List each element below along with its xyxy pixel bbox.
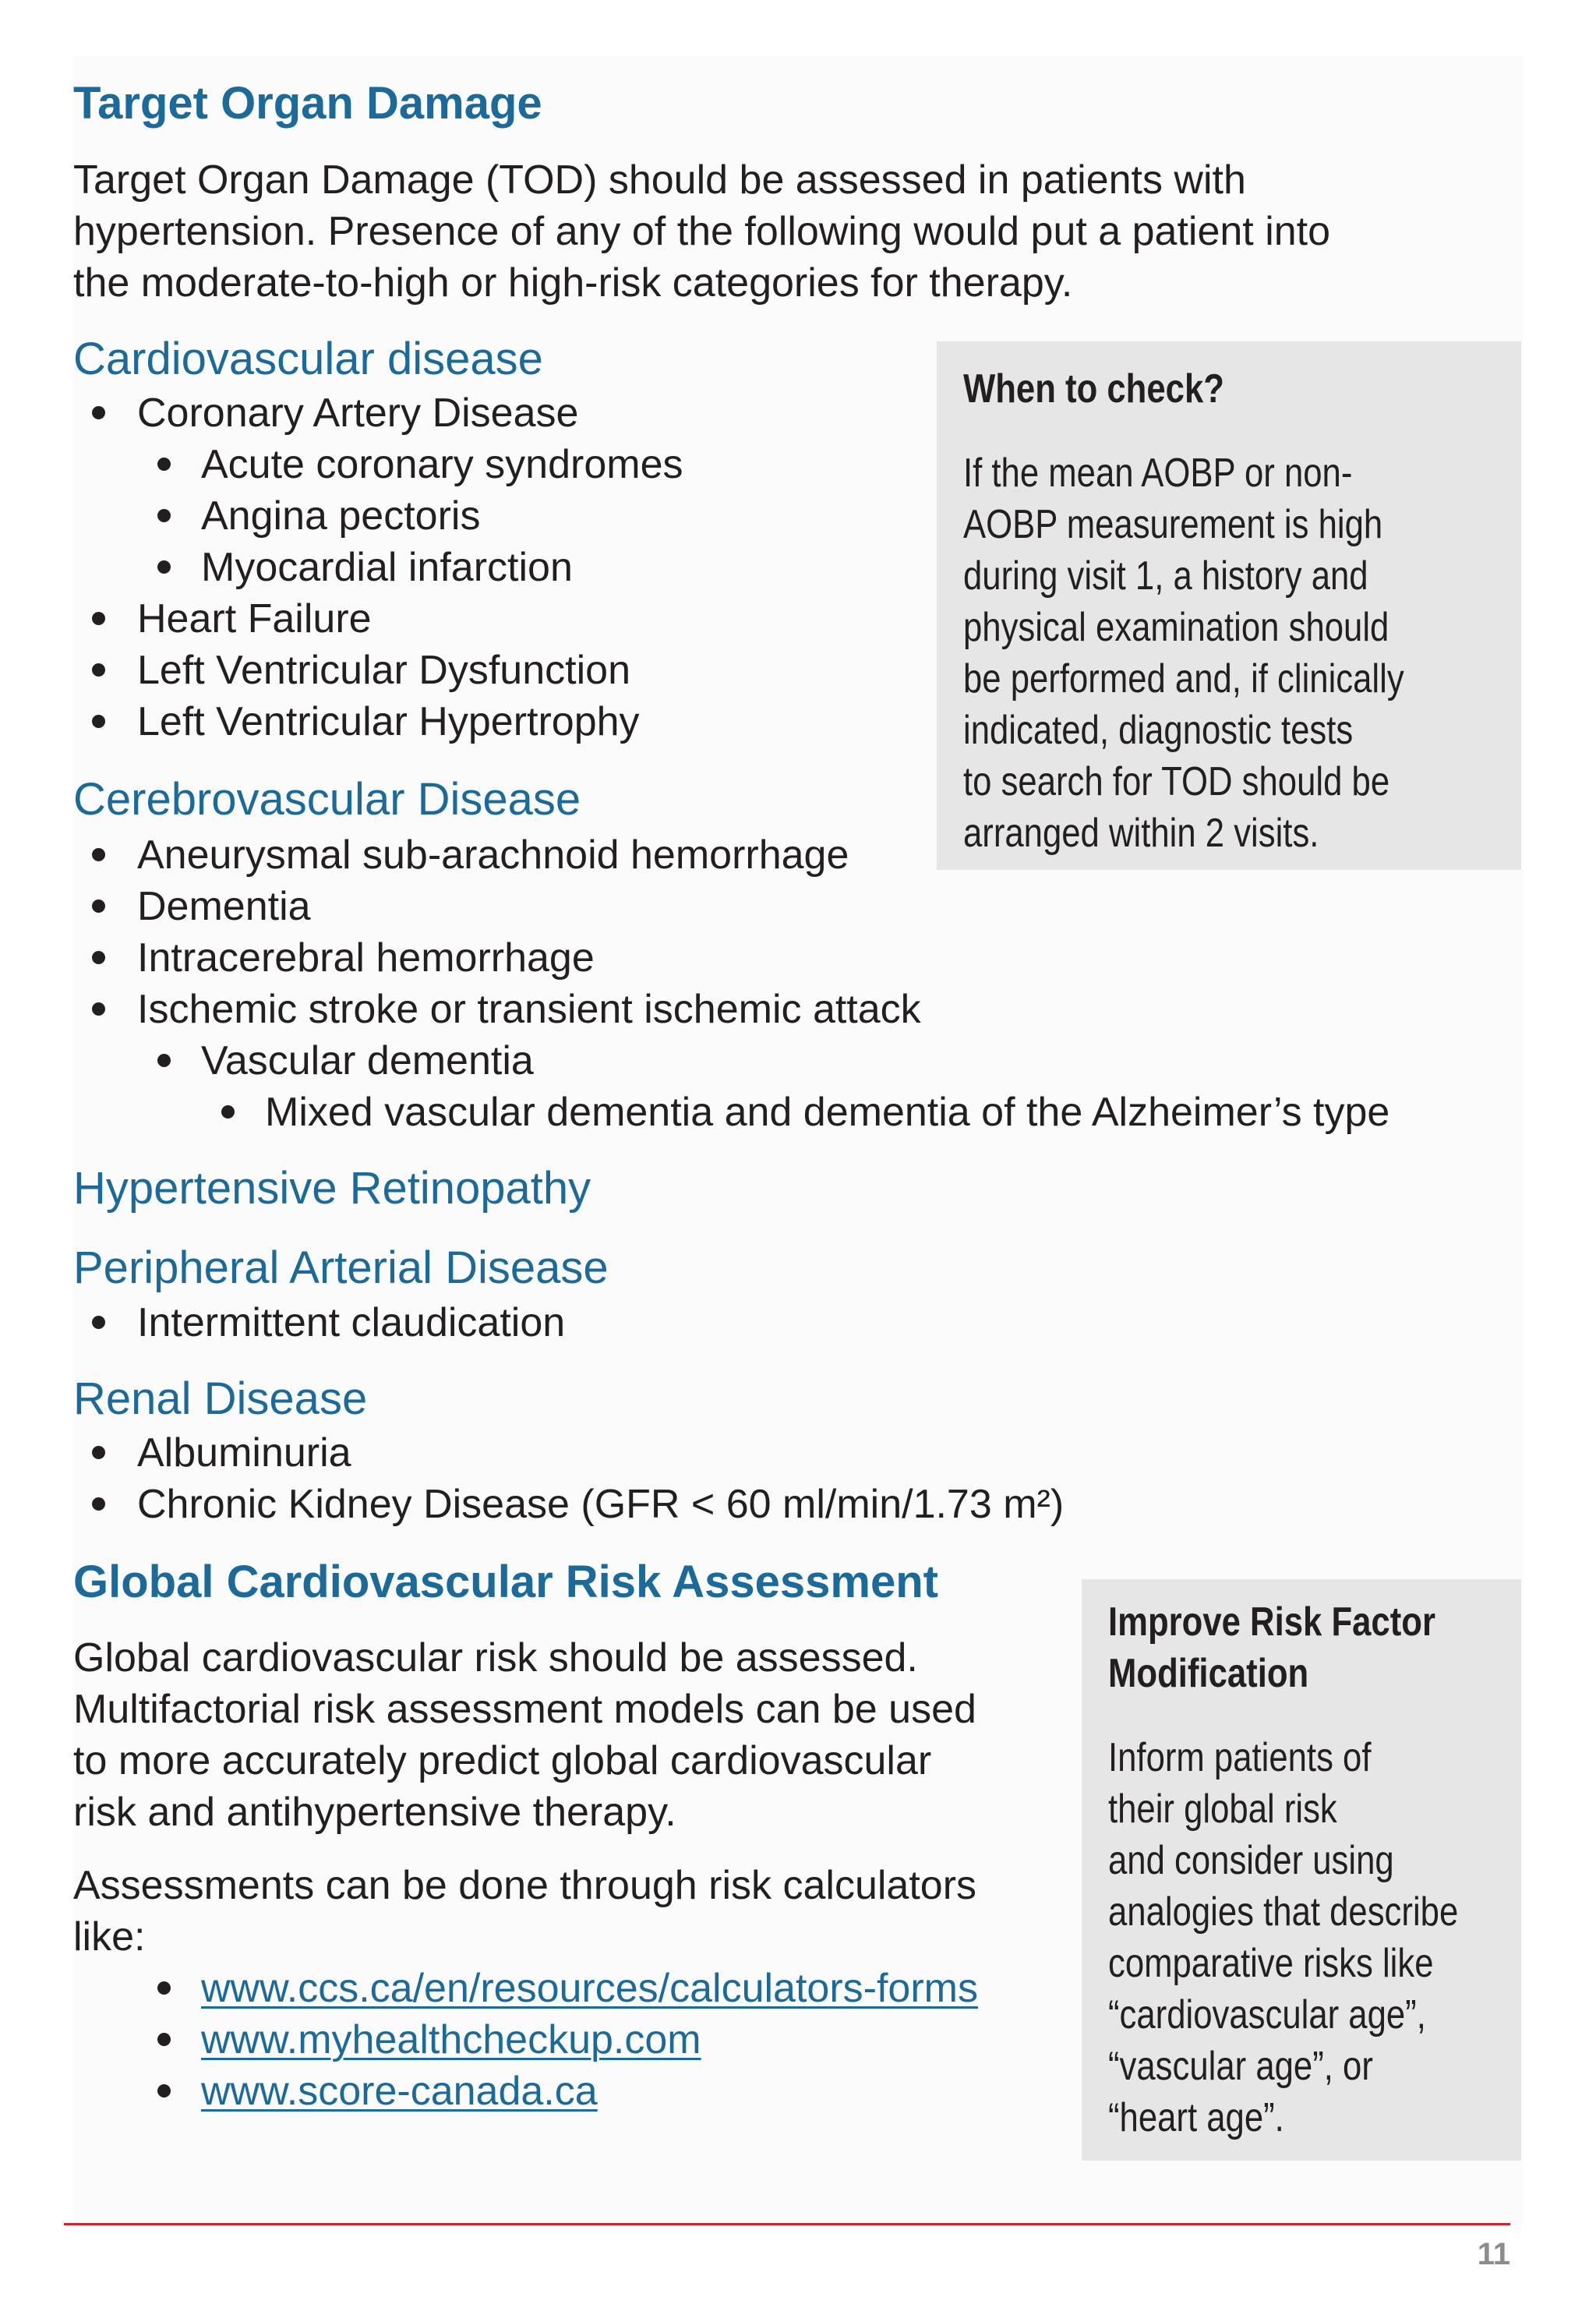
list-item: Vascular dementia: [73, 1035, 1389, 1087]
improve-risk-text: [1108, 1732, 1458, 2144]
box-line: and consider using: [1108, 1838, 1394, 1883]
list-item: Intracerebral hemorrhage: [73, 932, 1389, 984]
box-line: their global risk: [1108, 1787, 1337, 1832]
myhealthcheckup-link[interactable]: www.myhealthcheckup.com: [201, 2017, 701, 2062]
renal-list: [73, 1427, 1064, 1530]
tod-heading: Target Organ Damage: [73, 78, 542, 129]
page-number: 11: [1477, 2237, 1510, 2271]
list-item: Dementia: [73, 881, 1389, 932]
list-item: Myocardial infarction: [73, 542, 683, 593]
calculators-paragraph: [73, 1860, 976, 1963]
box-line: comparative risks like: [1108, 1941, 1434, 1986]
tod-intro: [73, 154, 1330, 309]
list-item: Mixed vascular dementia and dementia of the Alzheimer’s type: [73, 1087, 1389, 1138]
box-line: during visit 1, a history and: [963, 553, 1368, 599]
box-title-line: Modification: [1108, 1651, 1309, 1696]
list-item: Left Ventricular Dysfunction: [73, 645, 683, 696]
global-risk-heading: Global Cardiovascular Risk Assessment: [73, 1557, 938, 1607]
box-line: physical examination should: [963, 605, 1389, 650]
cardiovascular-heading: Cardiovascular disease: [73, 334, 543, 384]
tod-intro-line: Target Organ Damage (TOD) should be assessed in patients with: [73, 157, 1246, 203]
box-line: indicated, diagnostic tests: [963, 708, 1354, 753]
list-item: Left Ventricular Hypertrophy: [73, 696, 683, 747]
list-item: Ischemic stroke or transient ischemic attack: [73, 984, 1389, 1035]
pad-list: [73, 1297, 565, 1348]
ccs-calculator-link[interactable]: www.ccs.ca/en/resources/calculators-forms: [201, 1966, 978, 2011]
box-line: If the mean AOBP or non-: [963, 451, 1353, 496]
box-line: to search for TOD should be: [963, 759, 1390, 804]
retinopathy-heading: Hypertensive Retinopathy: [73, 1163, 591, 1214]
footer-rule: [64, 2223, 1510, 2225]
calculator-links: [73, 1963, 978, 2117]
improve-risk-title: [1108, 1596, 1435, 1699]
paragraph-line: like:: [73, 1914, 146, 1960]
cardiovascular-list: [73, 387, 683, 747]
paragraph-line: Multifactorial risk assessment models can be used: [73, 1687, 976, 1732]
box-line: arranged within 2 visits.: [963, 811, 1319, 856]
box-title-line: Improve Risk Factor: [1108, 1599, 1435, 1645]
list-item: Aneurysmal sub-arachnoid hemorrhage: [73, 829, 1389, 881]
pad-heading: Peripheral Arterial Disease: [73, 1242, 609, 1293]
list-item: Chronic Kidney Disease (GFR < 60 ml/min/1.73 m²): [73, 1479, 1064, 1530]
paragraph-line: to more accurately predict global cardiovascular: [73, 1738, 932, 1783]
list-item: [73, 2066, 978, 2117]
global-risk-paragraph: [73, 1632, 976, 1838]
renal-heading: Renal Disease: [73, 1373, 368, 1424]
box-line: AOBP measurement is high: [963, 502, 1383, 547]
score-canada-link[interactable]: www.score-canada.ca: [201, 2069, 598, 2114]
when-to-check-title: When to check?: [963, 366, 1224, 412]
box-line: “heart age”.: [1108, 2095, 1284, 2140]
box-line: be performed and, if clinically: [963, 656, 1404, 702]
paragraph-line: Assessments can be done through risk calculators: [73, 1863, 977, 1908]
list-item: Acute coronary syndromes: [73, 439, 683, 490]
tod-intro-line: hypertension. Presence of any of the following would put a patient into: [73, 209, 1331, 254]
list-item: Albuminuria: [73, 1427, 1064, 1479]
paragraph-line: risk and antihypertensive therapy.: [73, 1790, 676, 1835]
list-item: Heart Failure: [73, 593, 683, 645]
improve-risk-box: [1082, 1579, 1521, 2161]
tod-intro-line: the moderate-to-high or high-risk categories for therapy.: [73, 260, 1073, 306]
when-to-check-box: [937, 341, 1521, 870]
box-line: Inform patients of: [1108, 1735, 1372, 1780]
list-item: [73, 1963, 978, 2014]
list-item: [73, 2014, 978, 2066]
list-item: Angina pectoris: [73, 490, 683, 542]
box-line: analogies that describe: [1108, 1889, 1459, 1935]
list-item: Coronary Artery Disease: [73, 387, 683, 439]
box-line: “cardiovascular age”,: [1108, 1992, 1426, 2037]
cerebrovascular-list: [73, 829, 1389, 1138]
list-item: Intermittent claudication: [73, 1297, 565, 1348]
paragraph-line: Global cardiovascular risk should be assessed.: [73, 1635, 918, 1681]
box-line: “vascular age”, or: [1108, 2044, 1373, 2089]
when-to-check-text: [963, 447, 1404, 859]
cerebrovascular-heading: Cerebrovascular Disease: [73, 774, 581, 825]
